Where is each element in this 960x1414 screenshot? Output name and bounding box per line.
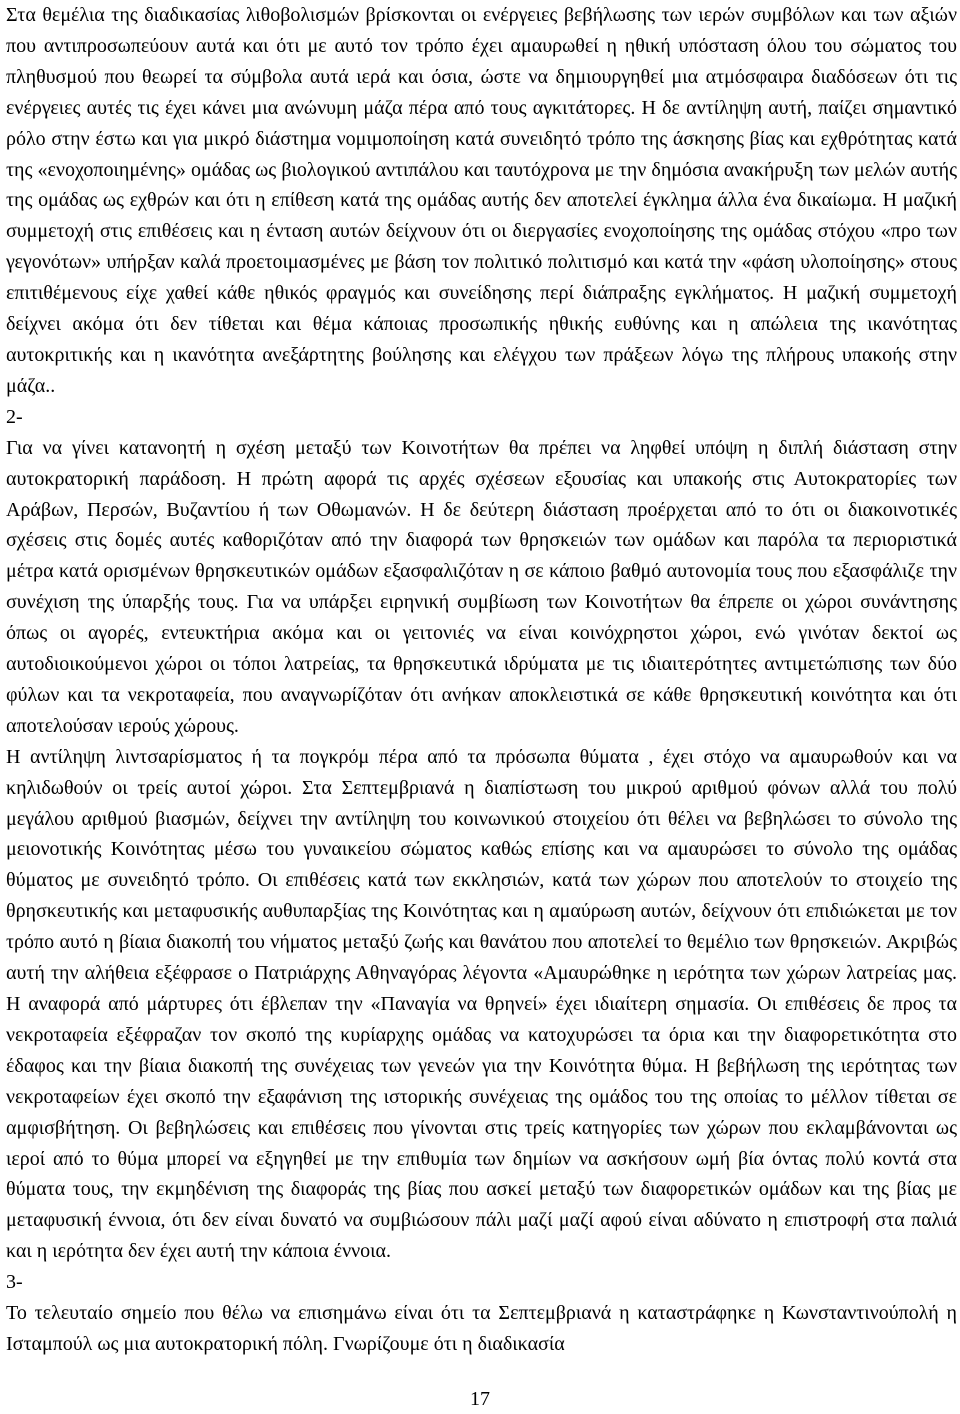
paragraph-4: Το τελευταίο σημείο που θέλω να επισημάνω είναι ότι τα Σεπτεμβριανά η καταστράφηκε η Κωνσταντινούπολή η Ισταμπούλ ως μια αυτοκρατορική πόλη. Γνωρίζουμε ότι η διαδικασία — [6, 1302, 957, 1355]
paragraph-2: Για να γίνει κατανοητή η σχέση μεταξύ των Κοινοτήτων θα πρέπει να ληφθεί υπόψη η διπλή διάσταση στην αυτοκρατορική παράδοση. Η πρώτη αφορά τις αρχές σχέσεων εξουσίας και υπακοής στις Αυτοκρατορίες των Αράβων, Περσών, Βυζαντίου ή των Οθωμανών. Η δε δεύτερη διάσταση προέρχεται από το ότι οι διακοινοτικές σχέσεις στις δομές αυτές καθοριζόταν από την διαφορά των θρησκειών των ομάδων και παρόλα τα περιοριστικά μέτρα κατά ορισμένων θρησκευτικών ομάδων εξασφαλιζόταν η σε κάποιο βαθμό αυτονομία τους που εξασφάλιζε την συνέχιση της ύπαρξής τους. Για να υπάρξει ειρηνική συμβίωση των Κοινοτήτων θα έπρεπε οι χώροι συνάντησης όπως οι αγορές, εντευκτήρια ακόμα και οι γειτονιές να είναι κοινόχρηστοι χώροι, ενώ γινόταν δεκτοί ως αυτοδιοικούμενοι χώροι οι τόποι λατρείας, τα θρησκευτικά ιδρύματα με τις ιδιαιτερότητες αντιμετώπισης των δύο φύλων και τα νεκροταφεία, που αναγνωρίζόταν ότι ανήκαν αποκλειστικά σε κάθε θρησκευτική κοινότητα και ότι αποτελούσαν ιερούς χώρους. — [6, 436, 957, 737]
paragraph-3: Η αντίληψη λιντσαρίσματος ή τα πογκρόμ πέρα από τα πρόσωπα θύματα , έχει στόχο να αμαυρωθούν και να κηλιδωθούν οι τρείς αυτοί χώροι. Στα Σεπτεμβριανά η διαπίστωση του μικρού αριθμού φόνων αλλά του πολύ μεγάλου αριθμού βιασμών, δείχνει την αντίληψη του κοινωνικού στοιχείου ότι θέλει να βεβηλώσει το σύνολο της μειονοτικής Κοινότητας μέσω του γυναικείου σώματος καθώς επίσης και να αμαυρώσει το σύνολο της ομάδας θύματος με συνειδητό τρόπο. Οι επιθέσεις κατά των εκκλησιών, κατά των χώρων που αποτελούν το στοιχείο της θρησκευτικής και μεταφυσικής αυθυπαρξίας της Κοινότητας και η αμαύρωση αυτών, δείχνουν ότι επιδιώκεται με τον τρόπο αυτό η βίαια διακοπή του νήματος μεταξύ ζωής και θανάτου που αποτελεί το θεμέλιο των θρησκειών. Ακριβώς αυτή την αλήθεια εξέφρασε ο Πατριάρχης Αθηναγόρας λέγοντα «Αμαυρώθηκε η ιερότητα των χώρων λατρείας μας. Η αναφορά από μάρτυρες ότι έβλεπαν την «Παναγία να θρηνεί» έχει ιδιαίτερη σημασία. Οι επιθέσεις δε προς τα νεκροταφεία εξέφραζαν τον σκοπό της κυρίαρχης ομάδας να κατοχυρώσει τα όρια και την διαφορετικότητα στο έδαφος και την βίαια διακοπή της συνέχειας των γενεών για την Κοινότητα θύμα. Η βεβήλωση της ιερότητας των νεκροταφείων έχει σκοπό την εξαφάνιση της ιστορικής συνέχειας της ομάδος του της οποίας το μέλλον τίθεται σε αμφισβήτηση. Οι βεβηλώσεις και επιθέσεις που γίνονται στις τρείς κατηγορίες των χώρων που εκλαμβάνονται ως ιεροί από το θύμα μπορεί να εξηγηθεί με την επιθυμία των δημίων να ασκήσουν ωμή βία όντας πολύ κοντά στα θύματα τους, την εκμηδένιση της διαφοράς της βίας που ασκεί μεταξύ των διαφορετικών ομάδων και της βίας με μεταφυσική έννοια, ότι δεν είναι δυνατό να συμβιώσουν πάλι μαζί μαζί αφού είναι αδύνατο η επιστροφή στα παλιά και η ιερότητα δεν έχει αυτή την κάποια έννοια. — [6, 745, 957, 1263]
document-page — [6, 0, 957, 1360]
section-3-number: 3- — [6, 1271, 23, 1294]
paragraph-1: Στα θεμέλια της διαδικασίας λιθοβολισμών βρίσκονται οι ενέργειες βεβήλωσης των ιερών συμβόλων και των αξιών που αντιπροσωπεύουν αυτά και ότι με αυτό τον τρόπο έχει αμαυρωθεί η ηθική υπόσταση όλου του σώματος του πληθυσμού που θεωρεί τα σύμβολα αυτά ιερά και όσια, ώστε να δημιουργηθεί μια ατμόσφαιρα διαδόσεων ότι τις ενέργειες αυτές τις έχει κάνει μια ανώνυμη μάζα πέρα από τους αγκιτάτορες. Η δε αντίληψη αυτή, παίζει σημαντικό ρόλο στην έστω και για μικρό διάστημα νομιμοποίηση κατά συνειδητό τρόπο της άσκησης βίας και εχθρότητας κατά της «ενοχοποιημένης» ομάδας ως βιολογικού αντιπάλου και ταυτόχρονα με την δημόσια ανακήρυξη των μελών αυτής της ομάδας ως εχθρών και ότι η επίθεση κατά της ομάδας αυτής δεν αποτελεί έγκλημα άλλα ένα δικαίωμα. Η μαζική συμμετοχή στις επιθέσεις και η ένταση αυτών δείχνουν ότι οι διεργασίες ενοχοποίησης της ομάδας στόχου «προ των γεγονότων» υπήρξαν καλά προετοιμασμένες με βάση τον πολιτικό πολιτισμό και κατά την «φάση υλοποίησης» στους επιτιθέμενους είχε χαθεί κάθε ηθικός φραγμός και συνείδησης περί διάπραξης εγκλήματος. Η μαζική συμμετοχή δείχνει ακόμα ότι δεν τίθεται και θέμα κάποιας προσωπικής ηθικής ευθύνης και η απώλεια της ικανότητας αυτοκριτικής και η ικανότητα ανεξάρτητης βούλησης και ελέγχου των πράξεων λόγω της πλήρους υπακοής στην μάζα.. — [6, 4, 957, 397]
section-2-number: 2- — [6, 405, 23, 428]
page-number: 17 — [470, 1388, 490, 1410]
